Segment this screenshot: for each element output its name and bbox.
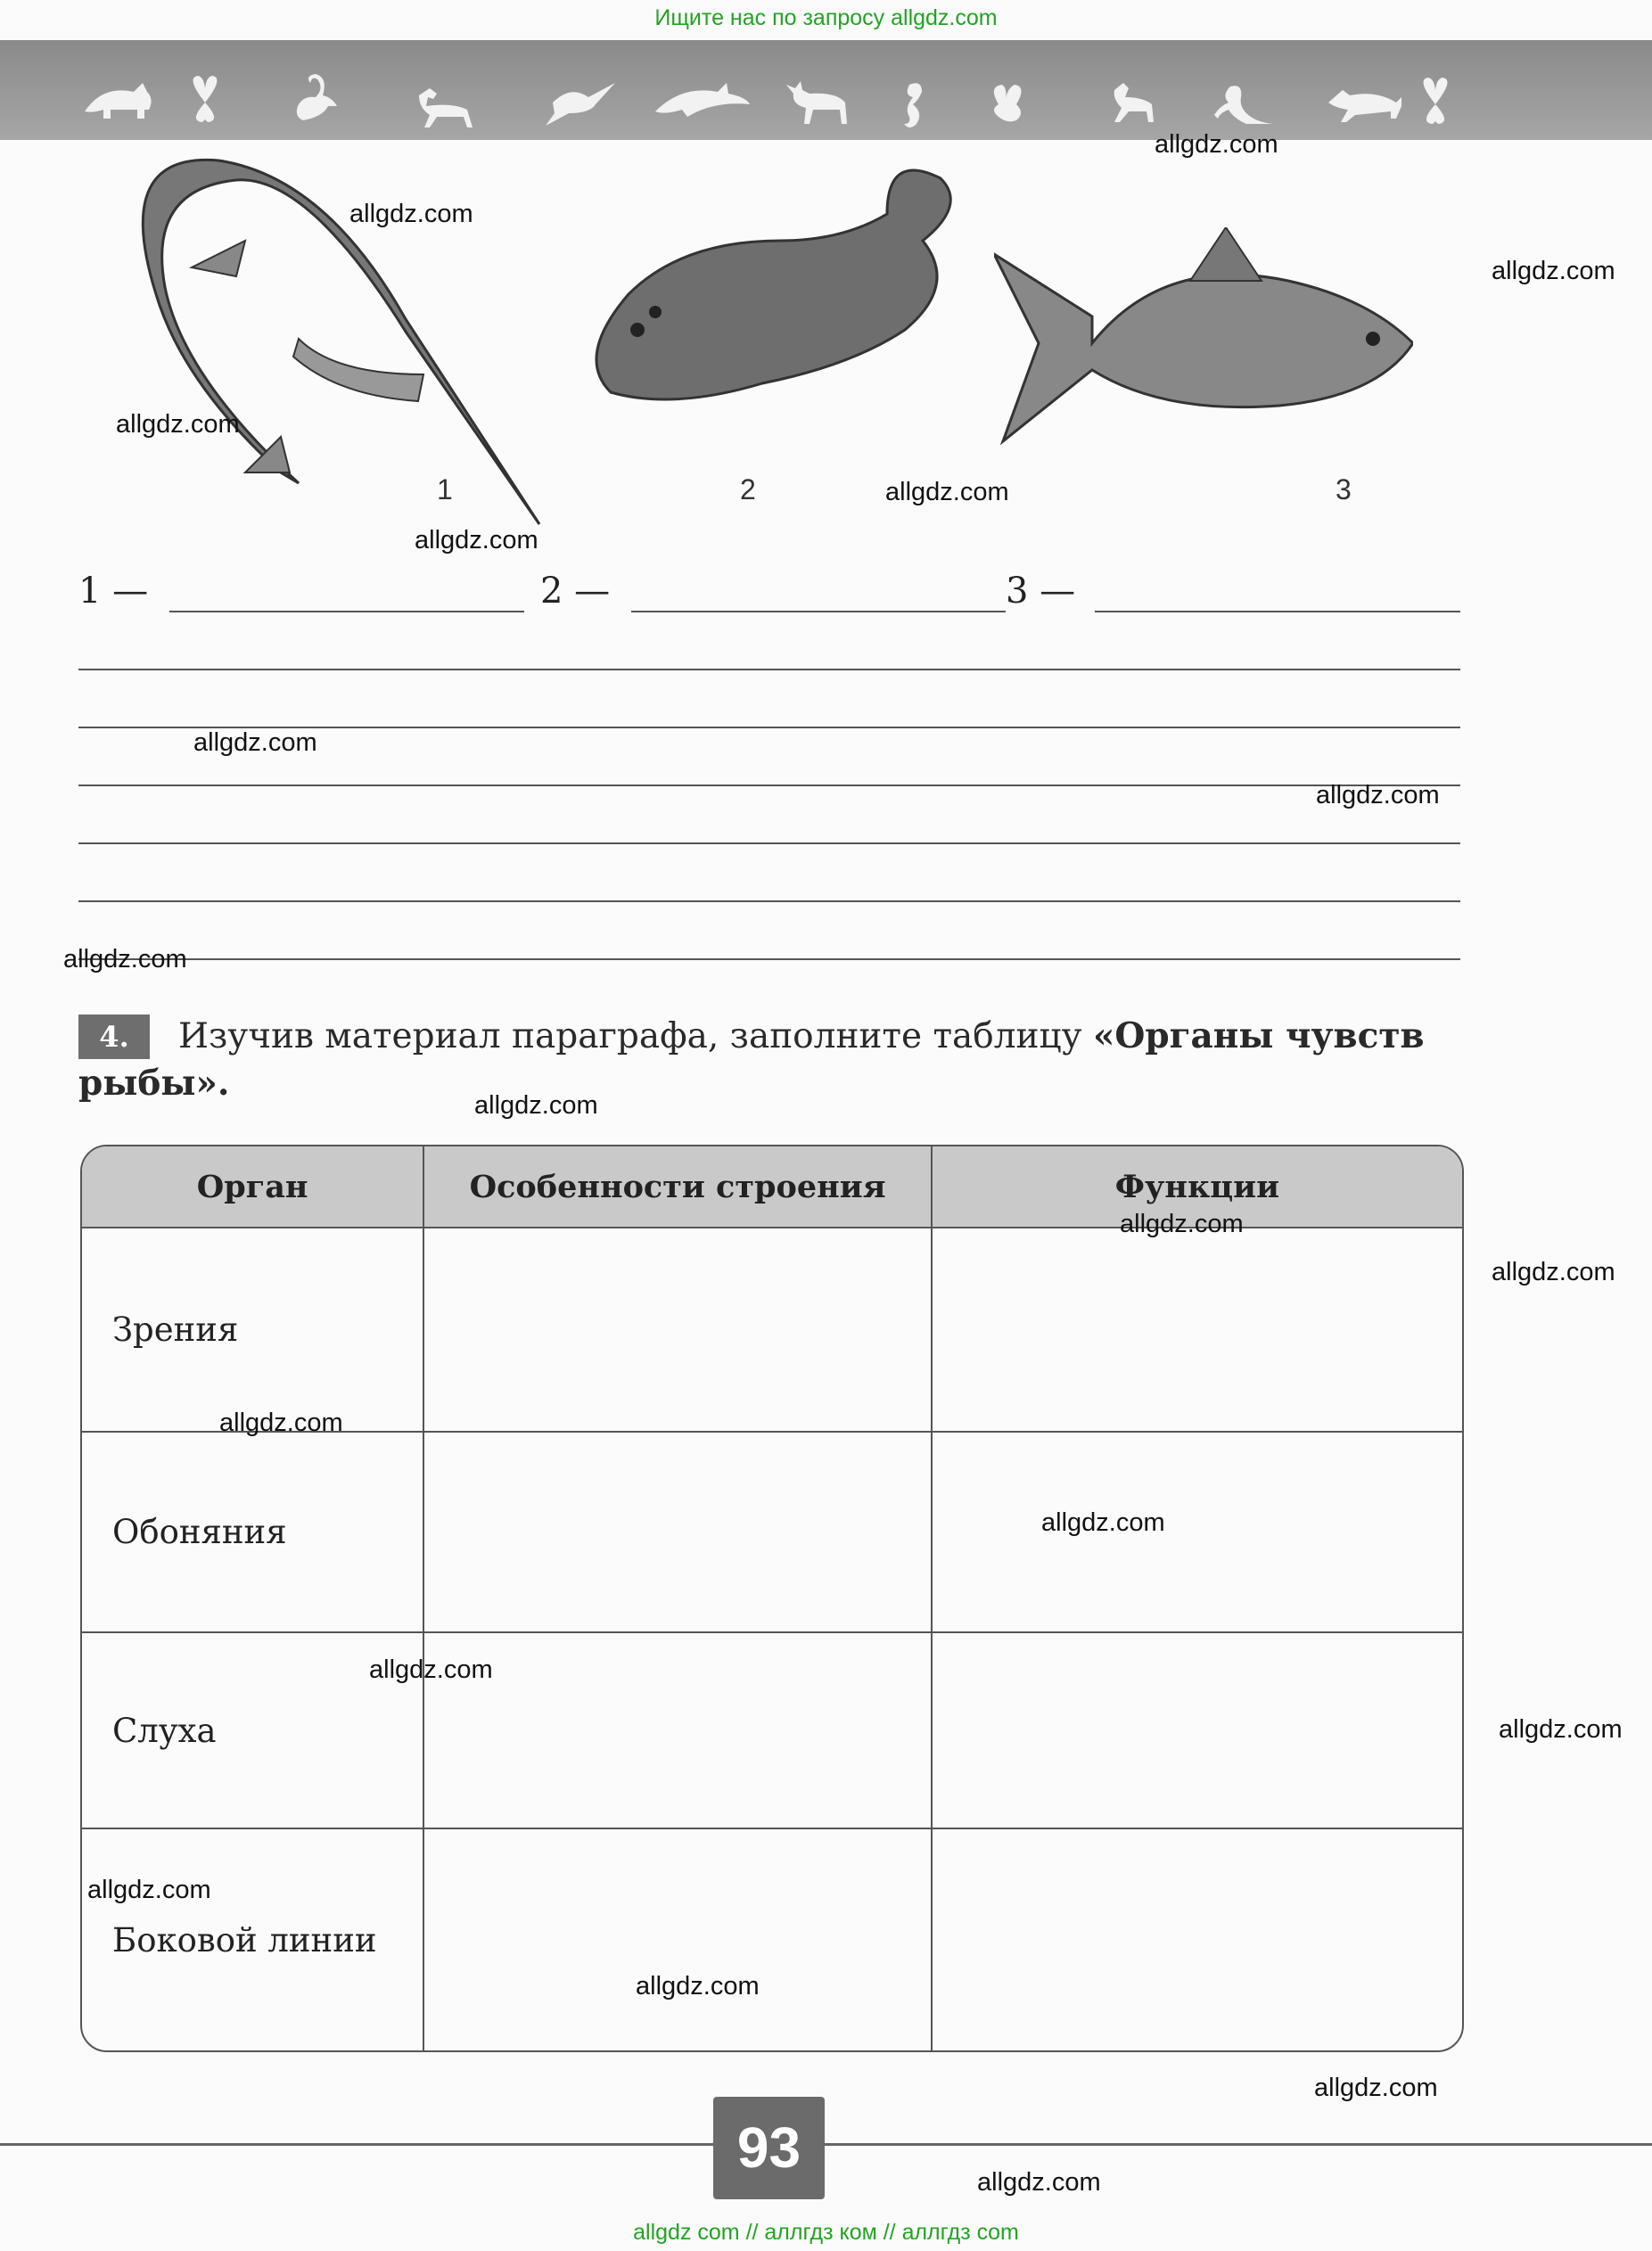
table-row — [82, 1227, 1462, 1431]
table-row — [82, 1431, 1462, 1631]
function-cell[interactable] — [933, 1828, 1462, 2050]
task-text-bold: «Органы чувств — [1092, 1015, 1425, 1056]
horse-icon — [419, 88, 473, 127]
watermark: allgdz.com — [1492, 1258, 1615, 1286]
scorpion-icon — [297, 74, 337, 120]
function-cell[interactable] — [933, 1227, 1462, 1431]
flounder-figure — [584, 152, 994, 419]
frog-icon — [546, 83, 615, 126]
writing-line[interactable] — [78, 842, 1460, 844]
writing-line[interactable] — [78, 900, 1460, 902]
deer-icon — [1114, 83, 1154, 122]
watermark: allgdz.com — [1155, 130, 1278, 159]
bottom-ad-link[interactable]: allgdz com // аллгдз ком // аллгдз com — [633, 2220, 1019, 2245]
watermark: allgdz.com — [1316, 781, 1440, 809]
function-cell[interactable] — [933, 1431, 1462, 1631]
watermark: allgdz.com — [87, 1876, 211, 1904]
watermark: allgdz.com — [116, 410, 240, 439]
watermark: allgdz.com — [885, 478, 1009, 506]
flounder-icon — [584, 152, 994, 419]
sawfish-icon — [85, 134, 602, 526]
writing-line[interactable] — [78, 958, 1460, 960]
animal-banner — [0, 40, 1652, 140]
bee-icon — [994, 85, 1022, 121]
watermark: allgdz.com — [474, 1091, 598, 1120]
figure-number-3: 3 — [1336, 473, 1352, 505]
answer-label-1: 1 — — [78, 571, 149, 612]
watermark: allgdz.com — [193, 728, 317, 757]
watermark: allgdz.com — [1499, 1715, 1623, 1744]
watermark: allgdz.com — [1041, 1508, 1165, 1537]
column-header-functions: Функции — [933, 1146, 1462, 1227]
writing-line[interactable] — [78, 669, 1460, 670]
watermark: allgdz.com — [415, 526, 538, 555]
watermark: allgdz.com — [369, 1655, 493, 1684]
moose-icon — [786, 81, 847, 124]
seahorse-icon — [904, 83, 922, 127]
structure-cell[interactable] — [424, 1828, 933, 2050]
structure-cell[interactable] — [424, 1631, 933, 1828]
page-number: 93 — [713, 2097, 825, 2199]
kangaroo-icon — [1214, 86, 1273, 124]
organ-cell: Боковой линии — [82, 1828, 424, 2050]
watermark: allgdz.com — [1120, 1210, 1244, 1238]
column-header-organ: Орган — [82, 1146, 424, 1227]
answer-line-3[interactable] — [1095, 611, 1460, 612]
answer-line-2[interactable] — [631, 611, 1006, 612]
organ-cell: Слуха — [82, 1631, 424, 1828]
bream-icon — [994, 227, 1413, 450]
writing-line[interactable] — [78, 785, 1460, 786]
sawfish-figure — [85, 134, 602, 526]
table-row — [82, 1631, 1462, 1828]
task-text-line2 — [78, 1063, 229, 1104]
watermark: allgdz.com — [63, 945, 187, 974]
watermark: allgdz.com — [977, 2168, 1101, 2197]
column-header-structure: Особенности строения — [424, 1146, 933, 1227]
sense-organs-table — [80, 1145, 1464, 2052]
dolphin-icon — [655, 83, 750, 117]
top-ad-link[interactable]: Ищите нас по запросу allgdz.com — [654, 5, 998, 30]
watermark: allgdz.com — [219, 1409, 343, 1437]
structure-cell[interactable] — [424, 1227, 933, 1431]
task-text-part1: Изучив материал параграфа, заполните таблицу — [178, 1016, 1093, 1056]
bream-figure — [994, 227, 1413, 450]
watermark: allgdz.com — [1492, 257, 1615, 285]
watermark: allgdz.com — [636, 1972, 760, 2000]
table-header-row — [82, 1146, 1462, 1227]
answer-label-2: 2 — — [540, 571, 611, 612]
organ-cell: Зрения — [82, 1227, 424, 1431]
organ-cell: Обоняния — [82, 1431, 424, 1631]
watermark: allgdz.com — [1314, 2074, 1438, 2102]
table-row — [82, 1828, 1462, 2050]
figure-number-1: 1 — [437, 473, 453, 505]
footer-rule — [0, 2143, 1652, 2146]
task-text — [178, 1009, 1471, 1064]
structure-cell[interactable] — [424, 1431, 933, 1631]
dog-icon — [1328, 90, 1401, 122]
task-text-line2-bold: рыбы». — [78, 1063, 230, 1104]
figure-number-2: 2 — [740, 473, 756, 505]
butterfly-icon — [1424, 78, 1448, 124]
task-number: 4. — [78, 1015, 150, 1059]
rhino-icon — [85, 83, 152, 119]
function-cell[interactable] — [933, 1631, 1462, 1828]
butterfly-icon — [193, 76, 218, 122]
watermark: allgdz.com — [349, 200, 473, 228]
answer-label-3: 3 — — [1006, 571, 1076, 612]
answer-line-1[interactable] — [169, 611, 524, 612]
